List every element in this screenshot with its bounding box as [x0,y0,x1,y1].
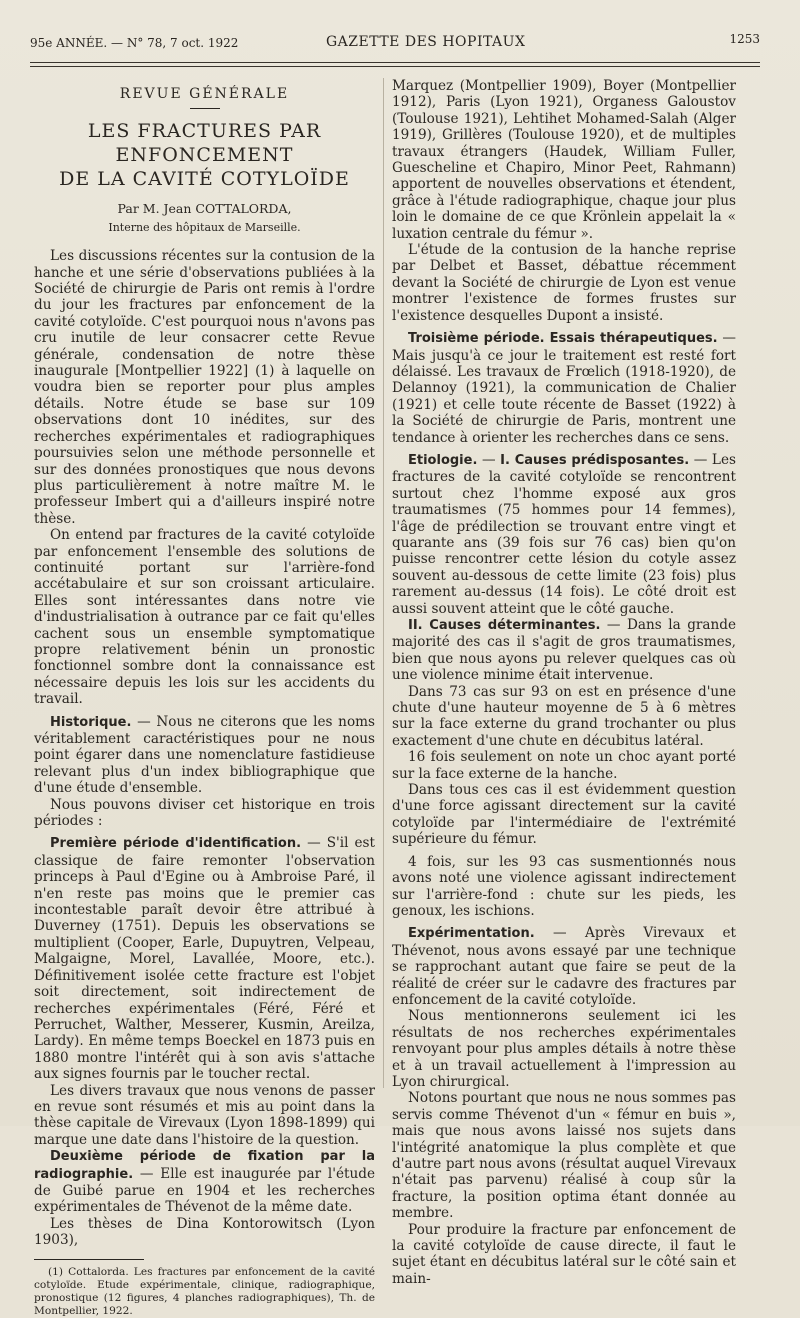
title-line-2: DE LA CAVITÉ COTYLOÏDE [59,168,350,191]
article-title [34,119,375,191]
paragraph-travaux: Les divers travaux que nous venons de passer en revue sont résumés et mis au point dans la thèse capitale de Virevaux (Lyon 1898-1899) qui marque une date dans l'histoire de la question. [34,1082,375,1148]
paragraph-causes-determinantes [392,617,736,684]
paragraph-theses: Les thèses de Dina Kontorowitsch (Lyon 1903), [34,1215,375,1249]
paragraph-16-fois: 16 fois seulement on note un choc ayant porté sur la face externe de la hanche. [392,749,736,782]
periode-3-text: — Mais jusqu'à ce jour le traitement est resté fort délaissé. Les travaux de Frœlich (1918-1920), de Delannoy (1921), la communication de Chalier (1921) et celle toute récente de Basset (1922) à la Société de chirurgie de Paris, montrent une tendance à orienter les recherches dans ce sens. [392,330,736,446]
paragraph-dans-73: Dans 73 cas sur 93 on est en présence d'une chute d'une hauteur moyenne de 5 à 6 mètres sur la face externe du grand trochanter ou plus exactement d'une chute en décubitus latéral. [392,683,736,749]
paragraph-4-fois: 4 fois, sur les 93 cas susmentionnés nous avons noté une violence agissant indirectement sur l'arrière-fond : chute sur les pieds, les genoux, les ischions. [392,853,736,919]
paragraph-intro: Les discussions récentes sur la contusion de la hanche et une série d'observations publiées à la Société de chirurgie de Paris ont remis à l'ordre du jour les fractures par enfoncement de la cavité cotyloïde. C'est pourquoi nous n'avons pas cru inutile de leur consacrer cette Revue générale, condensation de notre thèse inaugurale [Montpellier 1922] (1) à laquelle on voudra bien se reporter pour plus amples détails. Notre étude se base sur 109 observations dont 10 inédites, sur des recherches expérimentales et radiographiques poursuivies selon une méthode personnelle et sur des données pronostiques que nous devons plus particulièrement à notre maître M. le professeur Imbert qui a d'ailleurs inspiré notre thèse. [34,248,375,527]
etiologie-text: — Les fractures de la cavité cotyloïde se rencontrent surtout chez l'homme exposé aux gros traumatismes (75 hommes pour 14 femmes), l'âge de prédilection se trouvant entre vingt et quarante ans (39 fois sur 76 cas) bien qu'on puisse rencontrer cette lésion du cotyle assez souvent au-dessous de cette limite (23 fois) plus rarement au-dessus (14 fois). Le côté droit est aussi souvent atteint que le côté gauche. [392,451,736,617]
paragraph-etiologie: Etiologie. — I. Causes prédisposantes. — Les fractures de la cavité cotyloïde se rencontrent surtout chez l'homme exposé aux gros traumatismes (75 hommes pour 14 femmes), l'âge de prédilection se trouvant entre vingt et quarante ans (39 fois sur 76 cas) bien qu'on puisse rencontrer cette lésion du cotyle assez souvent au-dessous de cette limite (23 fois) plus rarement au-dessus (14 fois). Le côté droit est aussi souvent atteint que le côté gauche. [392,451,736,617]
paragraph-periode-3 [392,330,736,446]
journal-title: GAZETTE DES HOPITAUX [326,34,526,50]
footnote: (1) Cottalorda. Les fractures par enfoncement de la cavité cotyloïde. Etude expérimentale, clinique, radiographique, pronostique (12 figures, 4 planches radiographiques), Th. de Montpellier, 1922. [34,1265,375,1318]
right-column [392,78,736,1287]
experimentation-text: — Après Virevaux et Thévenot, nous avons essayé par une technique se rapprochant autant que faire se peut de la réalité de créer sur le cadavre des fractures par enfoncement de la cavité cotyloïde. [392,925,736,1008]
header-rule [30,62,760,63]
heading-causes-determinantes: II. Causes déterminantes. [408,618,601,633]
paragraph-definition: On entend par fractures de la cavité cotyloïde par enfoncement l'ensemble des solutions de continuité portant sur l'arrière-fond accétabulaire et sur son croissant articulaire. Elles sont intéressantes dans notre vie d'industrialisation à outrance par ce fait qu'elles cachent sous un ensemble symptomatique propre relativement bénin un pronostic fonctionnel sombre dont la connaissance est nécessaire depuis les lois sur les accidents du travail. [34,527,375,708]
paragraph-continuation: Marquez (Montpellier 1909), Boyer (Montpellier 1912), Paris (Lyon 1921), Organess Galoustov (Toulouse 1921), Lehtihet Mohamed-Salah (Alger 1919), Grillères (Toulouse 1920), et de multiples travaux étrangers (Haudek, William Fuller, Guescheline et Chapiro, Minor Peet, Rahmann) apportent de nouvelles observations et étendent, grâce à l'étude radiographique, chaque jour plus loin le domaine de ce que Krönlein appelait la « luxation centrale du fémur ». [392,78,736,242]
paragraph-historique [34,714,375,797]
title-line-1: LES FRACTURES PAR ENFONCEMENT [87,120,322,167]
heading-periode-2: Deuxième période de fixation par la radiographie. [34,1149,375,1182]
paragraph-pour-produire: Pour produire la fracture par enfoncement de la cavité cotyloïde de cause directe, il faut le sujet étant en décubitus latéral sur le côté sain et main- [392,1221,736,1287]
paragraph-notons: Notons pourtant que nous ne nous sommes pas servis comme Thévenot d'un « fémur en buis », mais que nous avons laissé nos sujets dans l'intégrité anatomique la plus complète et que d'autre part nous avons (résultat auquel Virevaux n'était pas parvenu) réalisé à coup sûr la fracture, la position optima étant donnée au membre. [392,1090,736,1222]
paragraph-periode-1 [34,835,375,1082]
footnote-rule [34,1259,144,1260]
running-header [30,32,760,54]
title-divider [190,108,220,109]
section-label: REVUE GÉNÉRALE [119,86,290,102]
header-rule-second [30,66,760,67]
paragraph-mention: Nous mentionnerons seulement ici les résultats de nos recherches expérimentales renvoyant pour plus amples détails à notre thèse et à un travail actuellement à l'impression au Lyon chirurgical. [392,1008,736,1090]
heading-historique: Historique. [50,714,132,730]
heading-periode-1: Première période d'identification. [50,836,302,852]
heading-etiologie: Etiologie. [408,452,478,468]
left-column [34,78,375,1318]
page-number: 1253 [729,32,760,46]
heading-periode-3: Troisième période. Essais thérapeutiques. [408,331,718,347]
periode-2-text: — Elle est inaugurée par l'étude de Guibé parue en 1904 et les recherches expérimentales de Thévenot de la même date. [34,1165,375,1216]
author-affiliation: Interne des hôpitaux de Marseille. [108,220,301,234]
paragraph-experimentation [392,925,736,1008]
causes-determinantes-text: — Dans la grande majorité des cas il s'agit de gros traumatismes, bien que nous ayons pu relever quelques cas où une violence minime était intervenue. [392,617,736,684]
historique-text: — Nous ne citerons que les noms véritablement caractéristiques pour ne nous point égarer dans une nomenclature fastidieuse relevant plus d'un index bibliographique que d'une étude d'ensemble. [34,713,375,797]
issue-info: 95e ANNÉE. — N° 78, 7 oct. 1922 [30,36,239,50]
periode-1-text: — S'il est classique de faire remonter l'observation princeps à Paul d'Egine ou à Ambroise Paré, il n'en reste pas moins que le premier cas incontestable paraît devoir être attribué à Duverney (1751). Depuis les observations se multiplient (Cooper, Earle, Dupuytren, Velpeau, Malgaigne, Morel, Lavallée, Moore, etc.). Définitivement isolée cette fracture est l'objet soit directement, soit indirectement de recherches expérimentales (Féré, Féré et Perruchet, Walther, Messerer, Kusmin, Areilza, Lardy). En même temps Boeckel en 1873 puis en 1880 montre l'intérêt qui à son avis s'attache aux signes fournis par le toucher rectal. [34,835,375,1083]
paragraph-etude-contusion: L'étude de la contusion de la hanche reprise par Delbet et Basset, débattue récemment devant la Société de chirurgie de Lyon est venue montrer l'existence de formes frustes sur l'existence desquelles Dupont a insisté. [392,242,736,324]
heading-experimentation: Expérimentation. [408,926,535,942]
article-author: Par M. Jean COTTALORDA, [117,201,292,217]
column-divider [383,78,384,1088]
paragraph-periode-2 [34,1148,375,1216]
heading-causes-predisposantes: I. Causes prédisposantes. [500,452,690,468]
paragraph-diviser: Nous pouvons diviser cet historique en trois périodes : [34,796,375,830]
paragraph-dans-tous: Dans tous ces cas il est évidemment question d'une force agissant directement sur la cavité cotyloïde par l'intermédiaire de l'extrémité supérieure du fémur. [392,782,736,848]
